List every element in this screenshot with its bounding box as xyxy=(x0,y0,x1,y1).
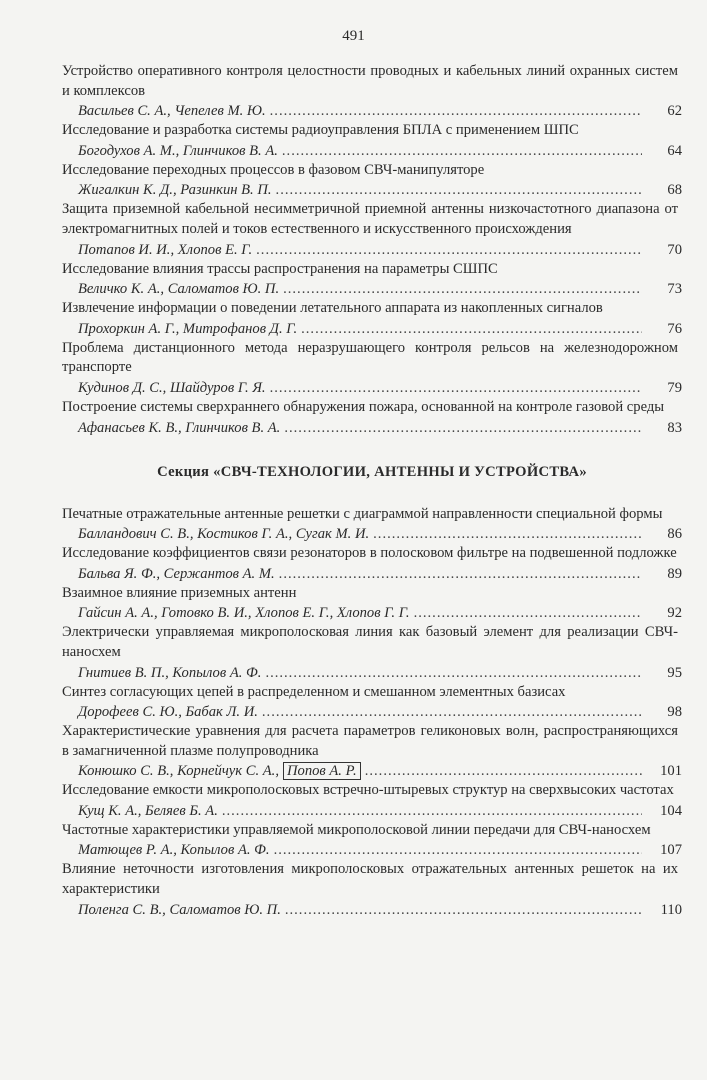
toc-entry-title: Исследование коэффициентов связи резонаторов в полосковом фильтре на подвешенной подложке xyxy=(62,545,677,562)
toc-entry xyxy=(62,398,682,438)
toc-entry-authors xyxy=(78,840,270,860)
toc-entry-authors xyxy=(78,319,297,339)
dot-leader xyxy=(279,564,642,584)
toc-entry-page: 92 xyxy=(667,605,682,622)
toc-entry-authors xyxy=(78,101,266,121)
toc-entry-title: Частотные характеристики управляемой микрополосковой линии передачи для СВЧ-наносхем xyxy=(62,821,651,838)
toc-entry-authors-line xyxy=(62,101,682,121)
dot-leader xyxy=(222,801,642,821)
toc-entry xyxy=(62,62,682,121)
toc-entry xyxy=(62,860,682,919)
authors-text: Конюшко С. В., Корнейчук С. А., xyxy=(78,763,279,780)
dot-leader xyxy=(414,603,642,623)
toc-entry-authors xyxy=(78,603,410,623)
dot-leader xyxy=(256,240,642,260)
toc-entry-authors xyxy=(78,418,280,438)
dot-leader xyxy=(274,840,642,860)
toc-entry-page: 70 xyxy=(667,241,682,258)
authors-text: Величко К. А., Саломатов Ю. П. xyxy=(78,281,280,298)
highlighted-author: Попов А. Р. xyxy=(283,762,361,780)
toc-entry-authors xyxy=(78,141,278,161)
toc-entry-page: 86 xyxy=(667,526,682,543)
toc-entry-authors xyxy=(78,240,252,260)
authors-text: Балландович С. В., Костиков Г. А., Сугак М. И. xyxy=(78,526,370,543)
dot-leader xyxy=(270,378,642,398)
toc-entry-title: Печатные отражательные антенные решетки с диаграммой направленности специальной формы xyxy=(62,505,663,522)
toc-entry xyxy=(62,505,682,545)
section-heading: Секция «СВЧ-ТЕХНОЛОГИИ, АНТЕННЫ И УСТРОЙСТВА» xyxy=(157,463,587,480)
toc-entry-authors-line xyxy=(62,702,682,722)
toc-entry-page: 89 xyxy=(667,565,682,582)
toc-entry-title: Исследование влияния трассы распространения на параметры СШПС xyxy=(62,260,498,277)
authors-text: Гнитиев В. П., Копылов А. Ф. xyxy=(78,664,262,681)
toc-entry-title: Устройство оперативного контроля целостности проводных и кабельных линий охранных систем и комплексов xyxy=(62,63,678,99)
dot-leader xyxy=(262,702,642,722)
toc-entry-page: 83 xyxy=(667,419,682,436)
toc-entry-page: 107 xyxy=(660,842,682,859)
toc-entry-authors-line xyxy=(62,319,682,339)
toc-entry-authors-line xyxy=(62,378,682,398)
page-number: 491 xyxy=(342,28,365,44)
toc-entry xyxy=(62,121,682,161)
toc-entry-authors-line xyxy=(62,240,682,260)
dot-leader xyxy=(265,663,642,683)
toc-entry-page: 98 xyxy=(667,704,682,721)
authors-text: Афанасьев К. В., Глинчиков В. А. xyxy=(78,419,281,436)
toc-entry-page: 104 xyxy=(660,802,682,819)
toc-entry-authors-line xyxy=(62,840,682,860)
toc-entry xyxy=(62,339,682,398)
toc-entry xyxy=(62,623,682,682)
toc-entry-page: 95 xyxy=(667,664,682,681)
toc-entry xyxy=(62,722,682,781)
toc-entry-authors-line xyxy=(62,564,682,584)
dot-leader xyxy=(276,180,642,200)
toc-entry-title: Исследование емкости микрополосковых встречно-штыревых структур на сверхвысоких частотах xyxy=(62,782,674,799)
toc-entry xyxy=(62,260,682,300)
toc-entry-page: 62 xyxy=(667,103,682,120)
toc-entry-authors-line xyxy=(62,761,682,781)
authors-text: Жигалкин К. Д., Разинкин В. П. xyxy=(78,182,272,199)
dot-leader xyxy=(284,418,642,438)
toc-entry-authors xyxy=(78,702,258,722)
toc-entry-authors xyxy=(78,524,369,544)
toc-entry-authors xyxy=(78,378,266,398)
authors-text: Прохоркин А. Г., Митрофанов Д. Г. xyxy=(78,320,298,337)
toc-entry-authors-line xyxy=(62,180,682,200)
toc-entry-page: 64 xyxy=(667,142,682,159)
toc-entry xyxy=(62,584,682,624)
toc-entry-page: 110 xyxy=(660,901,682,918)
dot-leader xyxy=(270,101,642,121)
authors-text: Гайсин А. А., Готовко В. И., Хлопов Е. Г., Хлопов Г. Г. xyxy=(78,605,410,622)
toc-entry xyxy=(62,200,682,259)
toc-entry-title: Влияние неточности изготовления микрополосковых отражательных антенных решеток на их характеристики xyxy=(62,861,678,898)
toc-entry-title: Характеристические уравнения для расчета параметров геликоновых волн, распространяющихся в замагниченной плазме полупроводника xyxy=(62,723,678,759)
authors-text: Васильев С. А., Чепелев М. Ю. xyxy=(78,103,266,120)
toc-entry-authors xyxy=(78,900,281,920)
toc-entry-authors xyxy=(78,180,272,200)
authors-text: Дорофеев С. Ю., Бабак Л. И. xyxy=(78,704,258,721)
toc-entry-authors-line xyxy=(62,418,682,438)
toc-entry-authors xyxy=(78,564,275,584)
toc-entry-title: Исследование и разработка системы радиоуправления БПЛА с применением ШПС xyxy=(62,122,579,139)
toc-entry-authors-line xyxy=(62,141,682,161)
toc-entry-page: 73 xyxy=(667,281,682,298)
table-of-contents xyxy=(62,62,682,920)
toc-entry-authors xyxy=(78,801,218,821)
toc-entry-title: Синтез согласующих цепей в распределенном и смешанном элементных базисах xyxy=(62,683,566,700)
toc-list-section xyxy=(62,505,682,920)
authors-text: Бальва Я. Ф., Сержантов А. М. xyxy=(78,565,275,582)
toc-entry xyxy=(62,299,682,339)
toc-entry-authors xyxy=(78,279,279,299)
toc-entry-page: 79 xyxy=(667,379,682,396)
authors-text: Кущ К. А., Беляев Б. А. xyxy=(78,802,218,819)
authors-text: Поленга С. В., Саломатов Ю. П. xyxy=(78,901,281,918)
toc-list-top xyxy=(62,62,682,438)
toc-entry-authors xyxy=(78,761,361,781)
toc-entry-page: 76 xyxy=(667,320,682,337)
toc-entry-title: Исследование переходных процессов в фазовом СВЧ-манипуляторе xyxy=(62,161,485,178)
toc-entry xyxy=(62,821,682,861)
dot-leader xyxy=(282,141,642,161)
dot-leader xyxy=(283,279,642,299)
toc-entry-page: 101 xyxy=(660,763,682,780)
toc-entry-authors-line xyxy=(62,603,682,623)
dot-leader xyxy=(285,900,642,920)
toc-entry-title: Проблема дистанционного метода неразрушающего контроля рельсов на железнодорожном транспорте xyxy=(62,339,678,376)
toc-entry-title: Построение системы сверхраннего обнаружения пожара, основанной на контроле газовой среды xyxy=(62,398,665,415)
toc-entry-title: Электрически управляемая микрополосковая линия как базовый элемент для реализации СВЧ-наносхем xyxy=(62,624,678,660)
toc-entry xyxy=(62,161,682,201)
dot-leader xyxy=(365,761,642,781)
toc-entry-title: Защита приземной кабельной несимметричной приемной антенны низкочастотного диапазона от электромагнитных полей и токов естественного и искусственного происхождения xyxy=(62,201,678,237)
toc-entry-authors-line xyxy=(62,279,682,299)
toc-entry xyxy=(62,683,682,723)
authors-text: Богодухов А. М., Глинчиков В. А. xyxy=(78,142,278,159)
toc-entry-page: 68 xyxy=(667,182,682,199)
authors-text: Матющев Р. А., Копылов А. Ф. xyxy=(78,842,270,859)
toc-entry-authors xyxy=(78,663,261,683)
toc-entry xyxy=(62,544,682,584)
toc-entry-authors-line xyxy=(62,524,682,544)
toc-entry xyxy=(62,781,682,821)
authors-text: Кудинов Д. С., Шайдуров Г. Я. xyxy=(78,379,266,396)
toc-entry-title: Взаимное влияние приземных антенн xyxy=(62,584,297,601)
toc-entry-title: Извлечение информации о поведении летательного аппарата из накопленных сигналов xyxy=(62,300,603,317)
dot-leader xyxy=(301,319,642,339)
toc-entry-authors-line xyxy=(62,663,682,683)
authors-text: Потапов И. И., Хлопов Е. Г. xyxy=(78,241,253,258)
toc-entry-authors-line xyxy=(62,900,682,920)
dot-leader xyxy=(373,524,642,544)
toc-entry-authors-line xyxy=(62,801,682,821)
